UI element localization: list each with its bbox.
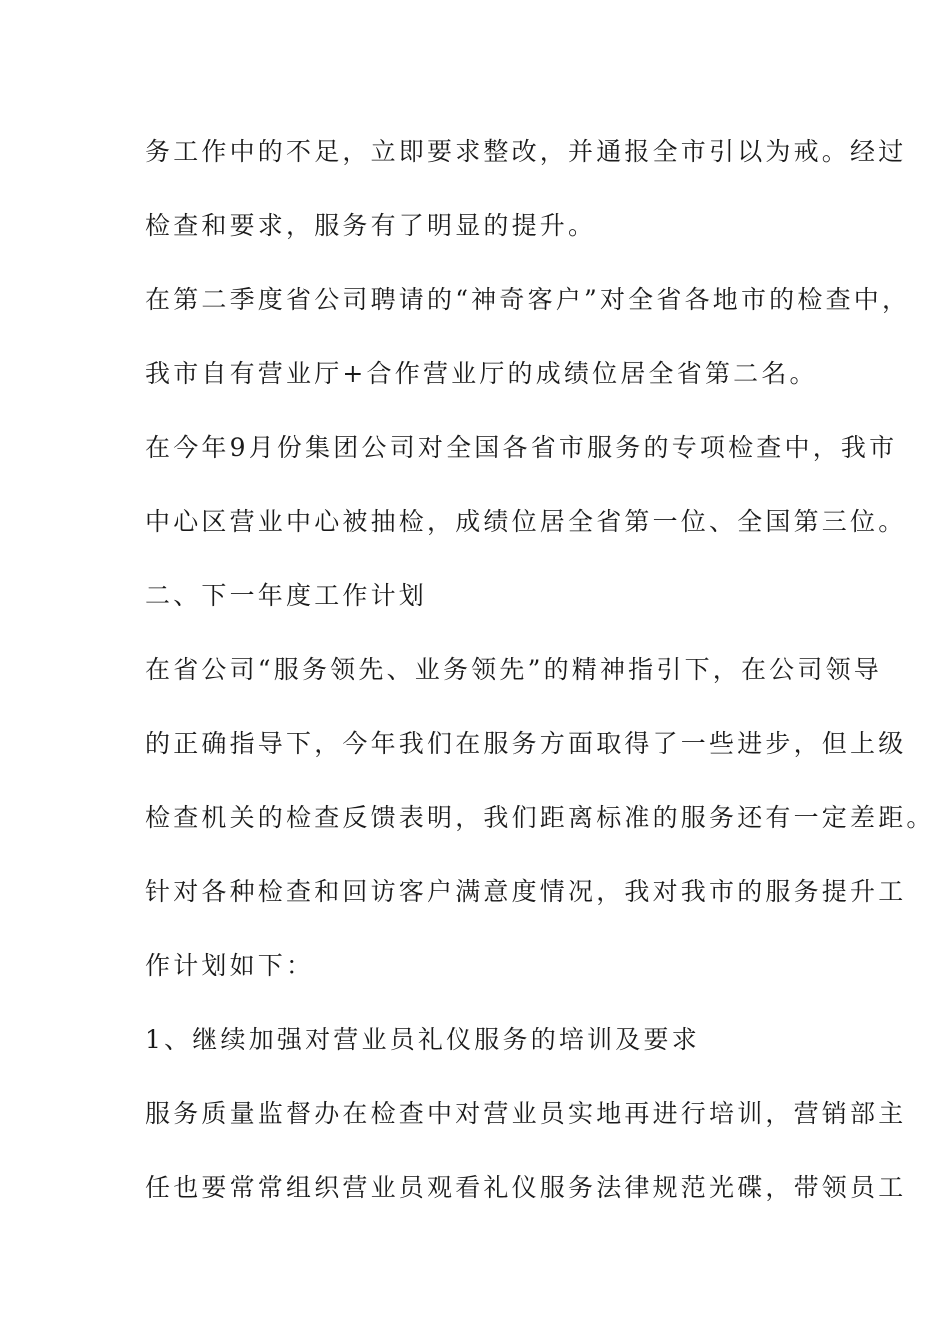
paragraph-line: 在今年9月份集团公司对全国各省市服务的专项检查中，我市 — [145, 433, 898, 462]
subsection-heading: 1、继续加强对营业员礼仪服务的培训及要求 — [145, 1025, 700, 1054]
paragraph-line: 任也要常常组织营业员观看礼仪服务法律规范光碟，带领员工 — [145, 1173, 907, 1202]
paragraph-line: 我市自有营业厅+合作营业厅的成绩位居全省第二名。 — [145, 359, 818, 388]
paragraph-line: 的正确指导下，今年我们在服务方面取得了一些进步，但上级 — [145, 729, 907, 758]
paragraph-line: 在省公司“服务领先、业务领先”的精神指引下，在公司领导 — [145, 655, 882, 684]
paragraph-line: 中心区营业中心被抽检，成绩位居全省第一位、全国第三位。 — [145, 507, 907, 536]
paragraph-line: 作计划如下： — [145, 951, 315, 980]
paragraph-line: 检查和要求，服务有了明显的提升。 — [145, 211, 597, 240]
paragraph-line: 在第二季度省公司聘请的“神奇客户”对全省各地市的检查中， — [145, 285, 911, 314]
paragraph-line: 务工作中的不足，立即要求整改，并通报全市引以为戒。经过 — [145, 137, 907, 166]
section-heading: 二、下一年度工作计划 — [145, 581, 428, 610]
paragraph-line: 针对各种检查和回访客户满意度情况，我对我市的服务提升工 — [145, 877, 907, 906]
paragraph-line: 服务质量监督办在检查中对营业员实地再进行培训，营销部主 — [145, 1099, 907, 1128]
paragraph-line: 检查机关的检查反馈表明，我们距离标准的服务还有一定差距。 — [145, 803, 935, 832]
